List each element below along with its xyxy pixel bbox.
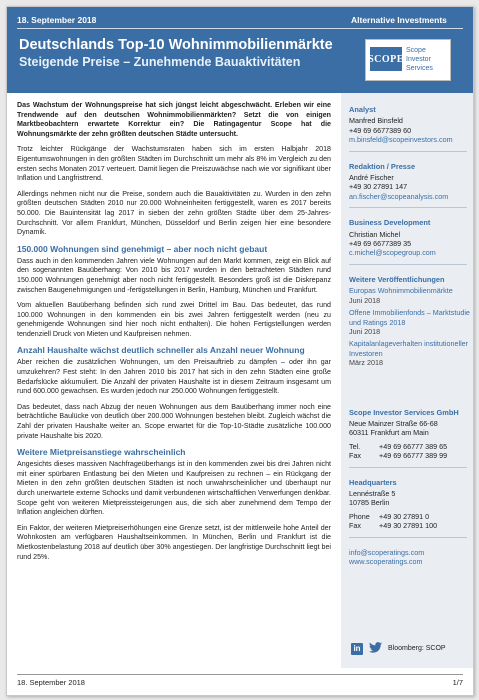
social-links bbox=[351, 642, 446, 656]
hq-fax: +49 30 27891 100 bbox=[379, 521, 438, 531]
publications-block bbox=[349, 275, 474, 368]
publication-date: März 2018 bbox=[349, 358, 383, 368]
publication-link[interactable]: Kapitalanlageverhalten institutioneller Investoren bbox=[349, 339, 469, 358]
sidebar bbox=[341, 93, 474, 668]
links-block bbox=[349, 548, 474, 567]
hq-phone-row: Phone +49 30 27891 0 bbox=[349, 511, 430, 521]
lead-paragraph: Das Wachstum der Wohnungspreise hat sich jüngst leicht abgeschwächt. Erleben wir eine Trendwende auf den deutschen Wohnimmobilienmärkten? Setzt die von einigen Marktbeobachtern erwartete Korrektur ein? Die Ratingagentur Scope hat die Wohnungsmärkte der zehn größten deutschen Städte untersucht. bbox=[17, 101, 331, 138]
press-heading: Redaktion / Presse bbox=[349, 161, 416, 171]
paragraph: Vom aktuellen Bauüberhang befinden sich rund zwei Drittel im Bau. Das bedeutet, das rund 100.000 Wohnungen in den kommenden ein bis zwei Jahren fertiggestellt werden (neu zu genehmigende Wohnungen sind hier noch nicht enthalten). Die hohen Fertigstellungen werden tendenziell Druck von Mieten und Kaufpreisen nehmen. bbox=[17, 301, 331, 338]
hq-street: Lennéstraße 5 bbox=[349, 488, 396, 498]
analyst-heading: Analyst bbox=[349, 105, 376, 114]
info-email-link[interactable]: info@scoperatings.com bbox=[349, 547, 425, 557]
header-divider bbox=[17, 28, 463, 29]
press-block bbox=[349, 162, 474, 209]
company-city: 60311 Frankfurt am Main bbox=[349, 428, 429, 438]
section-heading: Anzahl Haushalte wächst deutlich schneller als Anzahl neuer Wohnung bbox=[17, 345, 305, 356]
paragraph: Trotz leichter Rückgänge der Wachstumsraten haben sich im ersten Halbjahr 2018 Eigentumswohnungen in den größten Städten im Durchschnitt um mehr als 8% im Vergleich zu den ersten sechs Monaten 2017 verteuert. Damit liegen die Preiszuwächse nach wie vor signifikant über Inflation und Langfristtrend. bbox=[17, 145, 331, 183]
analyst-email-link[interactable]: m.binsfeld@scopeinvestors.com bbox=[349, 135, 453, 145]
divider bbox=[349, 467, 467, 468]
page-footer bbox=[17, 674, 463, 687]
hq-phone: +49 30 27891 0 bbox=[379, 511, 430, 521]
scope-logo-mark: SCOPE bbox=[370, 47, 402, 71]
publication-link[interactable]: Europas Wohnimmobilienmärkte bbox=[349, 286, 453, 296]
scope-logo-text: Scope Investor Services bbox=[406, 47, 433, 72]
press-email-link[interactable]: an.fischer@scopeanalysis.com bbox=[349, 191, 449, 201]
section-heading: 150.000 Wohnungen sind genehmigt – aber noch nicht gebaut bbox=[17, 243, 268, 254]
website-link[interactable]: www.scoperatings.com bbox=[349, 557, 423, 566]
header-banner bbox=[7, 7, 473, 93]
paragraph: Das bedeutet, dass nach Abzug der neuen Wohnungen aus dem Bauüberhang immer noch eine beträchtliche Baulücke von deutlich über 200.000 Wohnungen bestehen bleibt. Zugleich wächst die Zahl der privaten Haushalte weiter an. Scope erwartet für die Top-10-Städte zusätzliche 100.000 private Haushalte bis 2020. bbox=[17, 402, 331, 440]
footer-date: 18. September 2018 bbox=[17, 678, 85, 687]
hq-block bbox=[349, 478, 474, 538]
press-phone: +49 30 27891 147 bbox=[349, 182, 408, 192]
divider bbox=[349, 264, 467, 265]
company-block bbox=[349, 408, 474, 468]
paragraph: Allerdings nehmen nicht nur die Preise, sondern auch die Bauaktivitäten zu. Wurden in den zehn größten deutschen Städten 2010 nur 20.000 Wohneinheiten fertiggestellt, waren es 2017 bereits 50.000. Die Bauintensität lag 2017 in sieben der zehn größten Städte über dem 25-Jahres-Durchschnitt. Vor allem Frankfurt, München, Düsseldorf und Berlin zeigen hier eine besondere Dynamik. bbox=[17, 189, 331, 237]
linkedin-icon[interactable]: in bbox=[351, 643, 363, 655]
publication-date: Juni 2018 bbox=[349, 295, 381, 305]
divider bbox=[349, 207, 467, 208]
document-page bbox=[6, 6, 474, 696]
header-series: Alternative Investments bbox=[351, 15, 447, 25]
analyst-phone: +49 69 6677389 60 bbox=[349, 125, 412, 135]
bizdev-heading: Business Development bbox=[349, 218, 431, 228]
publication-date: Juni 2018 bbox=[349, 326, 381, 336]
main-content bbox=[17, 101, 331, 568]
bloomberg-ticker: Bloomberg: SCOP bbox=[388, 645, 446, 653]
page-title: Deutschlands Top-10 Wohnimmobilienmärkte bbox=[19, 37, 333, 53]
bizdev-email-link[interactable]: c.michel@scopegroup.com bbox=[349, 248, 436, 258]
publication-link[interactable]: Offene Immobilienfonds – Marktstudie und Ratings 2018 bbox=[349, 308, 470, 327]
hq-city: 10785 Berlin bbox=[349, 498, 390, 508]
company-heading: Scope Investor Services GmbH bbox=[349, 407, 459, 417]
company-tel: +49 69 66777 389 65 bbox=[379, 441, 448, 451]
company-fax: +49 69 66777 389 99 bbox=[379, 451, 448, 461]
company-street: Neue Mainzer Straße 66-68 bbox=[349, 418, 438, 428]
bizdev-phone: +49 69 6677389 35 bbox=[349, 239, 412, 249]
paragraph: Angesichts dieses massiven Nachfrageüberhangs ist in den kommenden zwei bis drei Jahren nicht mit einer spürbaren Entlastung bei den Mieten und Kaufpreisen zu rechnen – ein Rückgang der Mieten in den zehn größten deutschen Städten ist noch unwahrscheinlicher und überhaupt nur durch unerwartete externe Schocks und damit verbundenen wirtschaftlichen Verwerfungen denkbar. Scope geht von weiteren Mietpreissteigerungen aus, die sich aber zunehmend dem Tempo der Inflation angleichen dürften. bbox=[17, 460, 331, 517]
hq-fax-row: Fax +49 30 27891 100 bbox=[349, 521, 438, 531]
twitter-icon[interactable] bbox=[369, 642, 382, 656]
bizdev-block bbox=[349, 218, 474, 265]
section-heading: Weitere Mietpreisanstiege wahrscheinlich bbox=[17, 447, 186, 458]
press-name: André Fischer bbox=[349, 173, 394, 183]
analyst-block bbox=[349, 105, 474, 152]
page-subtitle: Steigende Preise – Zunehmende Bauaktivitäten bbox=[19, 55, 301, 69]
paragraph: Dass auch in den kommenden Jahren viele Wohnungen auf den Markt kommen, zeigt ein Blick auf den sogenannten Bauüberhang: Von 2010 bis 2017 wurden in den betrachteten Städten rund 150.000 Wohnungen genehmigt aber noch nicht fertiggestellt. Besonders groß ist die Diskrepanz zwischen Baugenehmigungen und -fertigstellungen in Berlin, Hamburg, München und Frankfurt. bbox=[17, 256, 331, 294]
paragraph: Aber reichen die zusätzlichen Wohnungen, um den Preisauftrieb zu dämpfen – oder ihn gar umzukehren? Fest steht: In den Jahren 2010 bis 2017 hat sich in den zehn Städten eine große Bedarfslücke akkumuliert. Die Anzahl der privaten Haushalte ist in diesem Zeitraum insgesamt um rund 600.000 gewachsen. Es wurden jedoch nur 250.000 Wohnungen fertiggestellt. bbox=[17, 358, 331, 396]
analyst-name: Manfred Binsfeld bbox=[349, 116, 403, 126]
page-number: 1/7 bbox=[452, 678, 463, 687]
company-fax-row: Fax +49 69 66777 389 99 bbox=[349, 451, 448, 461]
publications-heading: Weitere Veröffentlichungen bbox=[349, 274, 445, 284]
company-tel-row: Tel. +49 69 66777 389 65 bbox=[349, 441, 448, 451]
divider bbox=[349, 151, 467, 152]
bizdev-name: Christian Michel bbox=[349, 229, 401, 239]
header-date: 18. September 2018 bbox=[17, 15, 97, 25]
divider bbox=[349, 537, 467, 538]
scope-logo bbox=[365, 39, 451, 81]
hq-heading: Headquarters bbox=[349, 477, 397, 487]
paragraph: Ein Faktor, der weiteren Mietpreiserhöhungen eine Grenze setzt, ist der mittlerweile hohe Anteil der Wohnkosten am verfügbaren Haushaltseinkommen. In München, Berlin und Frankfurt ist die Mietkostenbelastung 2018 auf deutlich über 30% angestiegen. Der langfristige Durchschnitt liegt bei rund 25%. bbox=[17, 523, 331, 561]
